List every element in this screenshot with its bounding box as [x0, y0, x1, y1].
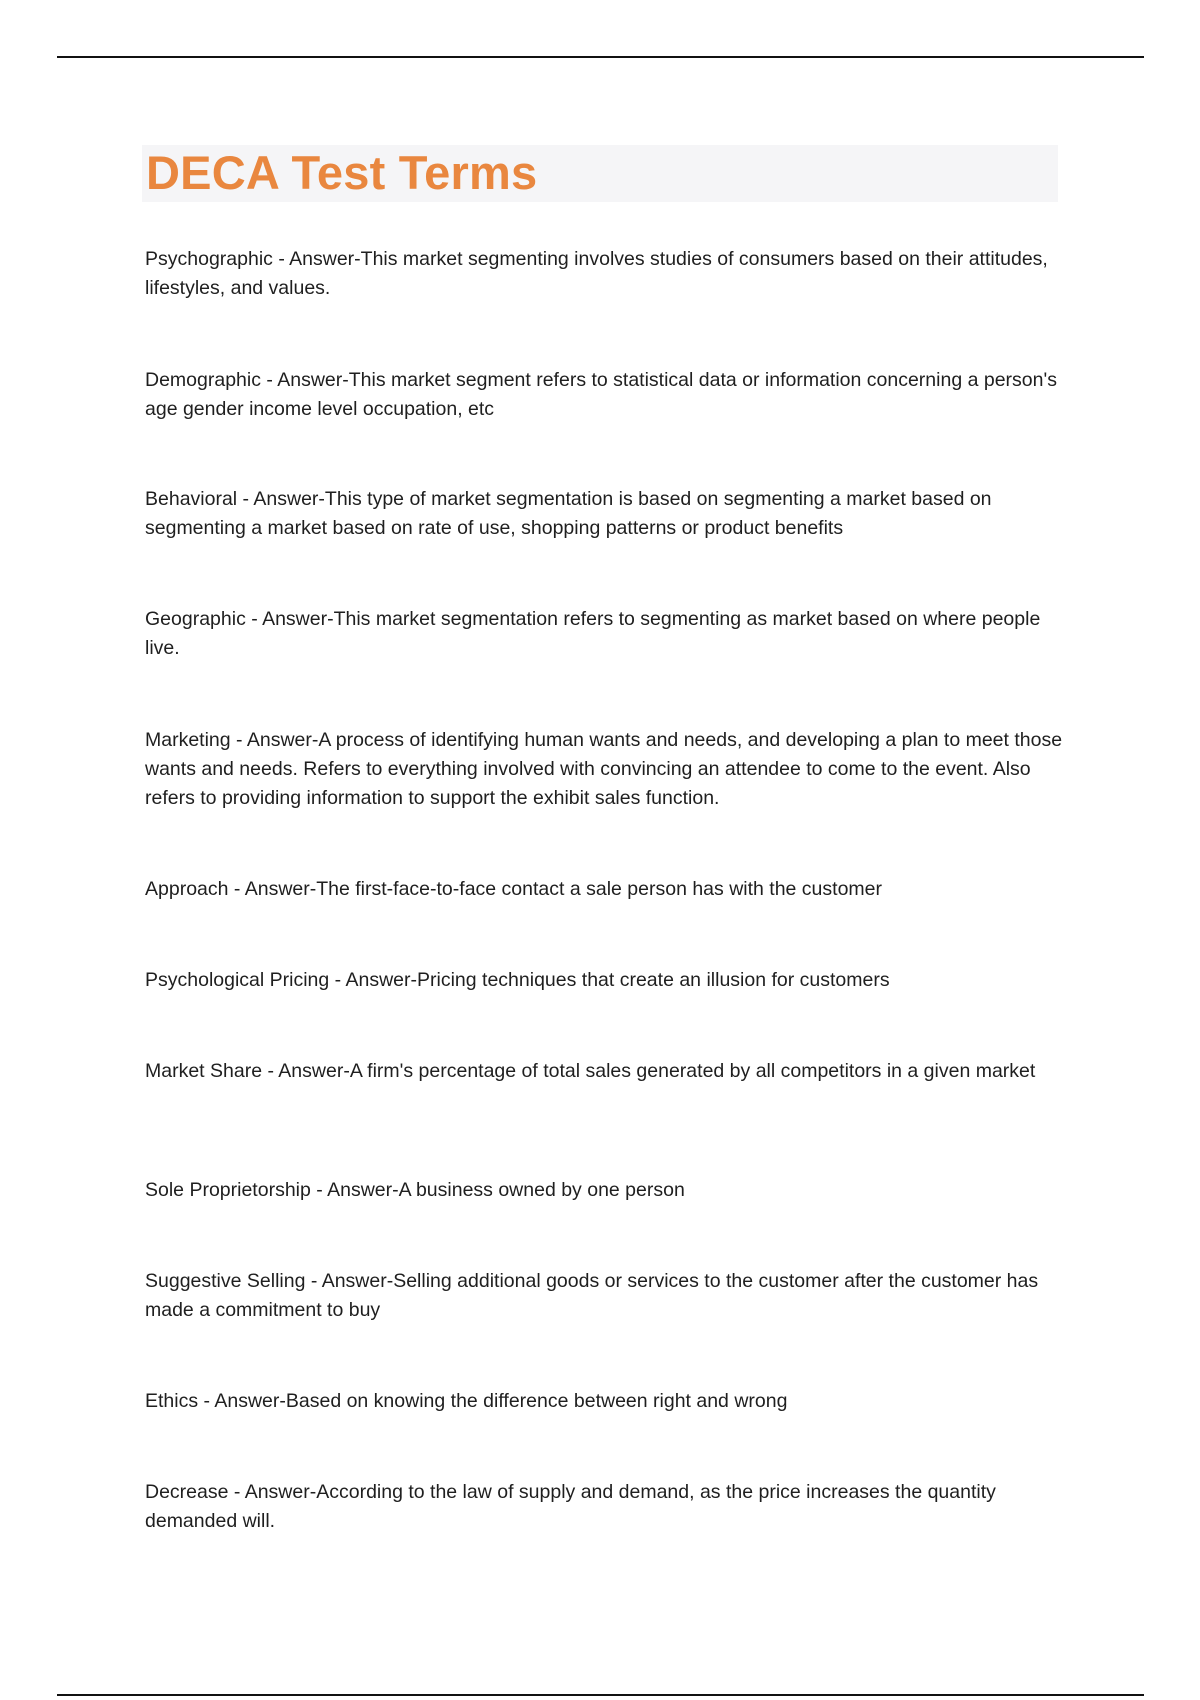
header-rule [57, 56, 1144, 58]
term-ethics: Ethics - Answer-Based on knowing the difference between right and wrong [145, 1390, 788, 1412]
term-marketing: Marketing - Answer-A process of identifying human wants and needs, and developing a plan to meet those wants and needs. Refers to everything involved with convincing an attendee to come to the event. Also refers to providing information to support the exhibit sales function. [145, 729, 1063, 809]
term-psychological-pricing: Psychological Pricing - Answer-Pricing techniques that create an illusion for customers [145, 969, 890, 991]
term-behavioral: Behavioral - Answer-This type of market segmentation is based on segmenting a market based on segmenting a market based on rate of use, shopping patterns or product benefits [145, 488, 992, 539]
term-demographic: Demographic - Answer-This market segment refers to statistical data or information concerning a person's age gender income level occupation, etc [145, 369, 1057, 420]
term-suggestive-selling: Suggestive Selling - Answer-Selling additional goods or services to the customer after the customer has made a commitment to buy [145, 1270, 1039, 1321]
document-title: DECA Test Terms [146, 146, 538, 199]
footer-rule [57, 1694, 1144, 1696]
term-psychographic: Psychographic - Answer-This market segmenting involves studies of consumers based on their attitudes, lifestyles, and values. [145, 248, 1048, 299]
term-geographic: Geographic - Answer-This market segmentation refers to segmenting as market based on where people live. [145, 608, 1041, 659]
term-sole-proprietorship: Sole Proprietorship - Answer-A business owned by one person [145, 1179, 685, 1201]
term-decrease: Decrease - Answer-According to the law of supply and demand, as the price increases the quantity demanded will. [145, 1481, 996, 1532]
term-market-share: Market Share - Answer-A firm's percentage of total sales generated by all competitors in a given market [145, 1060, 1036, 1082]
term-approach: Approach - Answer-The first-face-to-face contact a sale person has with the customer [145, 878, 883, 900]
